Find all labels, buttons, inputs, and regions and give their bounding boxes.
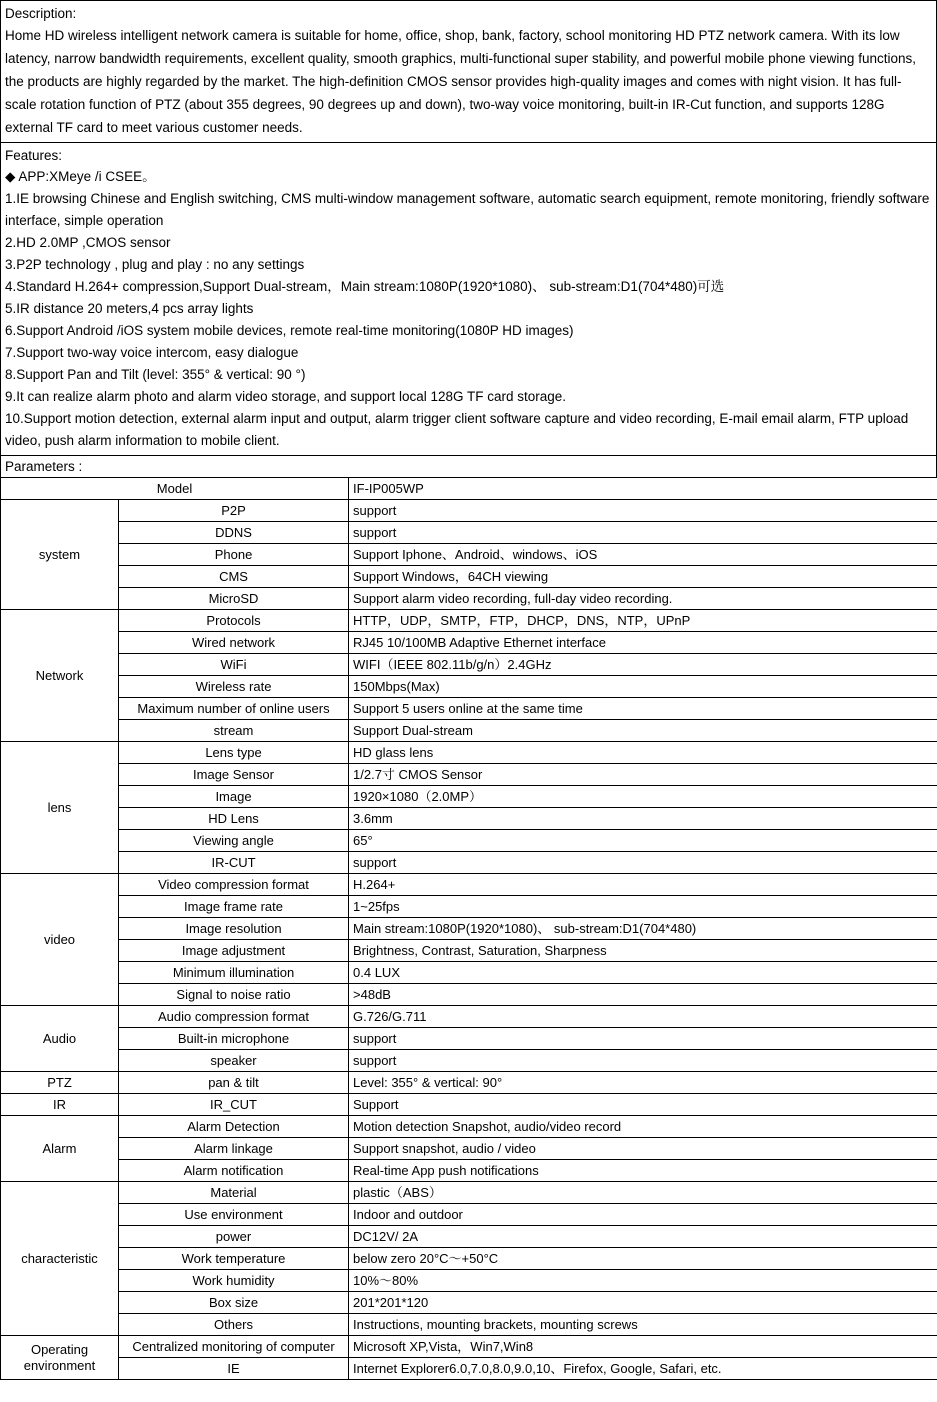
param-name-cell: Built-in microphone [119,1028,349,1050]
category-cell: characteristic [1,1182,119,1336]
param-name-cell: CMS [119,566,349,588]
table-row-model [1,478,937,500]
param-value-cell: Support Iphone、Android、windows、iOS [349,544,937,566]
param-name-cell: Centralized monitoring of computer [119,1336,349,1358]
param-value-cell: DC12V/ 2A [349,1226,937,1248]
table-row [1,1314,937,1336]
category-cell: system [1,500,119,610]
param-value-cell: 150Mbps(Max) [349,676,937,698]
table-row [1,808,937,830]
param-value-cell: WIFI（IEEE 802.11b/g/n）2.4GHz [349,654,937,676]
table-row [1,1072,937,1094]
feature-item: 9.It can realize alarm photo and alarm video storage, and support local 128G TF card storage. [5,389,567,404]
param-name-cell: Viewing angle [119,830,349,852]
feature-item: 1.IE browsing Chinese and English switching, CMS multi-window management software, automatic search equipment, remote monitoring, friendly software interface, simple operation [5,191,930,228]
param-name-cell: Image frame rate [119,896,349,918]
param-value-cell: HD glass lens [349,742,937,764]
param-value-cell: support [349,1028,937,1050]
param-name-cell: Work temperature [119,1248,349,1270]
table-row [1,1226,937,1248]
features-section [0,143,937,456]
param-value-cell: Support [349,1094,937,1116]
table-row [1,632,937,654]
param-name-cell: Protocols [119,610,349,632]
feature-item: 3.P2P technology , plug and play : no any settings [5,257,305,272]
param-name-cell: Alarm Detection [119,1116,349,1138]
param-name-cell: Use environment [119,1204,349,1226]
param-name-cell: Alarm linkage [119,1138,349,1160]
category-cell: Operating environment [1,1336,119,1380]
table-row [1,1358,937,1380]
param-value-cell: support [349,1050,937,1072]
param-name-cell: IE [119,1358,349,1380]
param-name-cell: Wireless rate [119,676,349,698]
param-value-cell: H.264+ [349,874,937,896]
param-value-cell: plastic（ABS） [349,1182,937,1204]
category-cell: PTZ [1,1072,119,1094]
param-value-cell: IF-IP005WP [349,478,937,500]
param-value-cell: support [349,522,937,544]
param-name-cell: Audio compression format [119,1006,349,1028]
param-value-cell: Support snapshot, audio / video [349,1138,937,1160]
param-value-cell: support [349,852,937,874]
param-value-cell: HTTP，UDP，SMTP，FTP，DHCP，DNS，NTP，UPnP [349,610,937,632]
table-row [1,1138,937,1160]
param-name-cell: Box size [119,1292,349,1314]
param-value-cell: Internet Explorer6.0,7.0,8.0,9.0,10、Firefox, Google, Safari, etc. [349,1358,937,1380]
param-value-cell: Support alarm video recording, full-day video recording. [349,588,937,610]
param-value-cell: Level: 355° & vertical: 90° [349,1072,937,1094]
table-row [1,1116,937,1138]
param-name-cell: IR_CUT [119,1094,349,1116]
param-name-cell: Model [1,478,349,500]
param-name-cell: IR-CUT [119,852,349,874]
table-row [1,786,937,808]
param-name-cell: Video compression format [119,874,349,896]
param-value-cell: 0.4 LUX [349,962,937,984]
param-value-cell: below zero 20°C～+50°C [349,1248,937,1270]
description-text: Home HD wireless intelligent network camera is suitable for home, office, shop, bank, factory, school monitoring HD PTZ network camera. With its low latency, narrow bandwidth requirements, excellent quality, smooth graphics, multi-functional super stability, and powerful mobile phone viewing functions, the products are highly regarded by the market. The high-definition CMOS sensor provides high-quality images and comes with night vision. It has full-scale rotation function of PTZ (about 355 degrees, 90 degrees up and down), two-way voice monitoring, built-in IR-Cut function, and supports 128G external TF card to meet various customer needs. [5,28,916,135]
table-row [1,1336,937,1358]
description-label: Description: [5,6,77,21]
param-value-cell: Indoor and outdoor [349,1204,937,1226]
param-name-cell: Alarm notification [119,1160,349,1182]
table-row [1,1028,937,1050]
param-name-cell: Image Sensor [119,764,349,786]
table-row [1,1094,937,1116]
feature-item: 5.IR distance 20 meters,4 pcs array lights [5,301,254,316]
param-name-cell: WiFi [119,654,349,676]
param-value-cell: Motion detection Snapshot, audio/video record [349,1116,937,1138]
param-name-cell: Maximum number of online users [119,698,349,720]
param-value-cell: 3.6mm [349,808,937,830]
param-name-cell: speaker [119,1050,349,1072]
feature-item: 4.Standard H.264+ compression,Support Dual-stream，Main stream:1080P(1920*1080)、 sub-stream:D1(704*480)可选 [5,279,725,294]
table-row [1,522,937,544]
table-row [1,1248,937,1270]
param-value-cell: 1/2.7寸 CMOS Sensor [349,764,937,786]
category-cell: Audio [1,1006,119,1072]
table-row [1,1160,937,1182]
param-value-cell: 10%～80% [349,1270,937,1292]
param-name-cell: P2P [119,500,349,522]
table-row [1,720,937,742]
param-name-cell: Others [119,1314,349,1336]
feature-item: ◆ APP:XMeye /i CSEE。 [5,169,156,184]
table-row [1,742,937,764]
category-cell: IR [1,1094,119,1116]
param-value-cell: Support 5 users online at the same time [349,698,937,720]
parameters-label: Parameters : [0,456,937,477]
table-row [1,1204,937,1226]
param-name-cell: Image resolution [119,918,349,940]
param-value-cell: Brightness, Contrast, Saturation, Sharpness [349,940,937,962]
param-value-cell: >48dB [349,984,937,1006]
table-row [1,698,937,720]
feature-item: 6.Support Android /iOS system mobile devices, remote real-time monitoring(1080P HD images) [5,323,574,338]
table-row [1,676,937,698]
table-row [1,1182,937,1204]
table-row [1,1292,937,1314]
param-name-cell: Signal to noise ratio [119,984,349,1006]
param-value-cell: support [349,500,937,522]
param-name-cell: Lens type [119,742,349,764]
param-value-cell: 1~25fps [349,896,937,918]
param-name-cell: Image adjustment [119,940,349,962]
table-row [1,984,937,1006]
param-value-cell: Instructions, mounting brackets, mounting screws [349,1314,937,1336]
table-row [1,566,937,588]
param-value-cell: Microsoft XP,Vista，Win7,Win8 [349,1336,937,1358]
param-value-cell: Real-time App push notifications [349,1160,937,1182]
table-row [1,588,937,610]
param-value-cell: 201*201*120 [349,1292,937,1314]
param-name-cell: Work humidity [119,1270,349,1292]
table-row [1,874,937,896]
feature-item: 10.Support motion detection, external alarm input and output, alarm trigger client software capture and video recording, E-mail email alarm, FTP upload video, push alarm information to mobile client. [5,411,909,448]
param-value-cell: Support Dual-stream [349,720,937,742]
category-cell: video [1,874,119,1006]
table-row [1,918,937,940]
table-row [1,500,937,522]
table-row [1,654,937,676]
param-name-cell: stream [119,720,349,742]
category-cell: lens [1,742,119,874]
param-value-cell: 65° [349,830,937,852]
table-row [1,962,937,984]
table-row [1,896,937,918]
param-value-cell: 1920×1080（2.0MP） [349,786,937,808]
param-value-cell: RJ45 10/100MB Adaptive Ethernet interface [349,632,937,654]
features-label: Features: [5,148,63,163]
param-name-cell: power [119,1226,349,1248]
param-value-cell: Support Windows，64CH viewing [349,566,937,588]
param-name-cell: Minimum illumination [119,962,349,984]
param-name-cell: MicroSD [119,588,349,610]
category-cell: Alarm [1,1116,119,1182]
param-name-cell: Phone [119,544,349,566]
table-row [1,544,937,566]
category-cell: Network [1,610,119,742]
table-row [1,1270,937,1292]
param-value-cell: G.726/G.711 [349,1006,937,1028]
param-name-cell: DDNS [119,522,349,544]
table-row [1,764,937,786]
description-section [0,0,937,143]
table-row [1,852,937,874]
param-name-cell: Image [119,786,349,808]
param-name-cell: pan & tilt [119,1072,349,1094]
feature-item: 8.Support Pan and Tilt (level: 355° & vertical: 90 °) [5,367,306,382]
table-row [1,1050,937,1072]
param-name-cell: Wired network [119,632,349,654]
param-name-cell: Material [119,1182,349,1204]
param-value-cell: Main stream:1080P(1920*1080)、 sub-stream:D1(704*480) [349,918,937,940]
param-name-cell: HD Lens [119,808,349,830]
table-row [1,830,937,852]
feature-item: 2.HD 2.0MP ,CMOS sensor [5,235,171,250]
table-row [1,1006,937,1028]
parameters-table [0,477,937,1380]
features-list [5,166,932,452]
table-row [1,610,937,632]
feature-item: 7.Support two-way voice intercom, easy dialogue [5,345,299,360]
table-row [1,940,937,962]
